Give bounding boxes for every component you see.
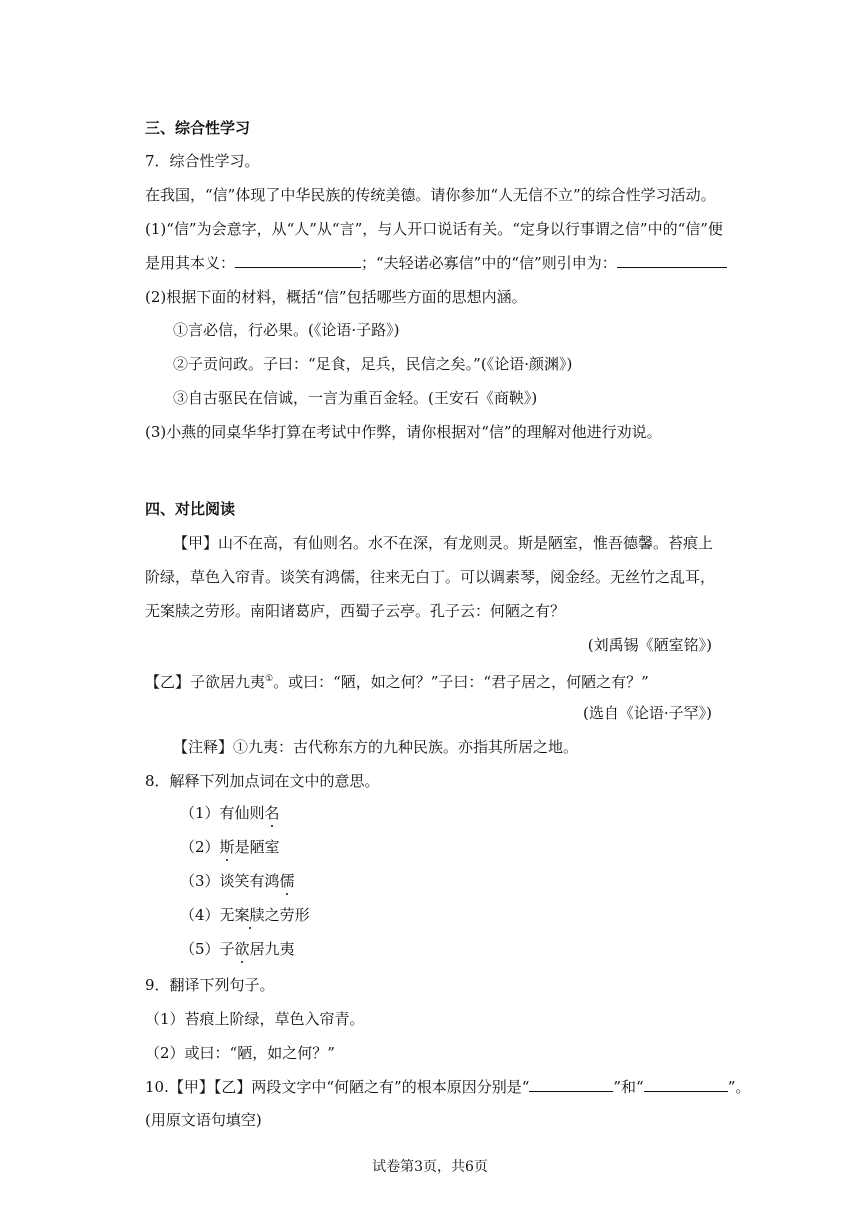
item-text: （4）无 — [180, 906, 235, 924]
question-7-part1-text-a: 是用其本义： — [145, 254, 236, 272]
passage-jia-source: (刘禹锡《陋室铭》) — [587, 636, 712, 654]
question-10 — [145, 1077, 750, 1097]
item-text: （2） — [180, 838, 220, 856]
passage-yi-source: (选自《论语·子罕》) — [583, 704, 712, 722]
question-7-intro: 在我国，“信”体现了中华民族的传统美德。请你参加“人无信不立”的综合性学习活动。 — [145, 186, 716, 204]
answer-blank-3[interactable] — [529, 1077, 613, 1092]
passage-jia-line3: 无案牍之劳形。南阳诸葛庐，西蜀子云亭。孔子云：何陋之有？ — [145, 602, 566, 620]
question-9-part2: （2）或曰：“陋，如之何？” — [145, 1044, 335, 1062]
dotted-word: 斯 — [219, 838, 235, 856]
question-7-title: 7．综合性学习。 — [145, 152, 260, 170]
passage-yi-text-b: 。或曰：“陋，如之何？”子曰：“君子居之，何陋之有？” — [273, 673, 649, 691]
footnote-marker: ① — [265, 674, 274, 684]
item-text: 之劳形 — [264, 906, 310, 924]
item-text: （3）谈笑有鸿 — [180, 872, 280, 890]
dotted-word: 名 — [264, 804, 280, 822]
question-10-text-a: 10.【甲】【乙】两段文字中“何陋之有”的根本原因分别是“ — [145, 1078, 530, 1096]
annotation-note: 【注释】①九夷：古代称东方的九种民族。亦指其所居之地。 — [173, 738, 579, 756]
item-text: （5）子 — [180, 940, 235, 958]
question-8-item — [180, 837, 280, 857]
question-10-text-c: ”。 — [727, 1078, 751, 1096]
page-footer: 试卷第3页，共6页 — [372, 1159, 488, 1175]
question-7-part1-line2 — [145, 253, 727, 273]
item-text: 居九夷 — [249, 940, 295, 958]
question-7-part1-line1: (1)“信”为会意字，从“人”从“言”，与人开口说话有关。“定身以行事谓之信”中的“信”便 — [145, 220, 723, 238]
question-9-title: 9．翻译下列句子。 — [145, 976, 275, 994]
question-8-item — [180, 939, 295, 959]
answer-blank-2[interactable] — [617, 253, 727, 268]
dotted-word: 案牍 — [234, 906, 265, 924]
question-7-part2: (2)根据下面的材料，概括“信”包括哪些方面的思想内涵。 — [145, 288, 527, 306]
question-10-text-b: ”和“ — [613, 1078, 644, 1096]
dotted-word: 儒 — [279, 872, 295, 890]
passage-jia-line1: 【甲】山不在高，有仙则名。水不在深，有龙则灵。斯是陋室，惟吾德馨。苔痕上 — [173, 534, 714, 552]
question-7-part3: (3)小燕的同桌华华打算在考试中作弊，请你根据对“信”的理解对他进行劝说。 — [145, 423, 662, 441]
passage-jia-line2: 阶绿，草色入帘青。谈笑有鸿儒，往来无白丁。可以调素琴，阅金经。无丝竹之乱耳， — [145, 568, 716, 586]
question-9-part1: （1）苔痕上阶绿，草色入帘青。 — [145, 1010, 365, 1028]
answer-blank-4[interactable] — [644, 1077, 728, 1092]
dotted-word: 欲 — [234, 940, 250, 958]
answer-blank-1[interactable] — [235, 253, 361, 268]
question-8-item — [180, 803, 280, 823]
question-10-note: (用原文语句填空) — [145, 1111, 262, 1129]
question-7-part1-text-b: ；“夫轻诺必寡信”中的“信”则引申为： — [361, 254, 617, 272]
material-3: ③自古驱民在信诚，一言为重百金轻。(王安石《商鞅》) — [173, 389, 538, 407]
item-text: 是陋室 — [234, 838, 280, 856]
material-2: ②子贡问政。子曰：“足食，足兵，民信之矣。”(《论语·颜渊》) — [173, 355, 573, 373]
material-1: ①言必信，行必果。(《论语·子路》) — [173, 321, 400, 339]
question-8-title: 8．解释下列加点词在文中的意思。 — [145, 772, 380, 790]
section-3-heading: 三、综合性学习 — [145, 119, 251, 137]
question-8-item — [180, 871, 295, 891]
section-4-heading: 四、对比阅读 — [145, 500, 236, 518]
passage-yi-text-a: 【乙】子欲居九夷 — [145, 673, 266, 691]
passage-yi — [145, 669, 649, 692]
item-text: （1）有仙则 — [180, 804, 265, 822]
question-8-item — [180, 905, 310, 925]
